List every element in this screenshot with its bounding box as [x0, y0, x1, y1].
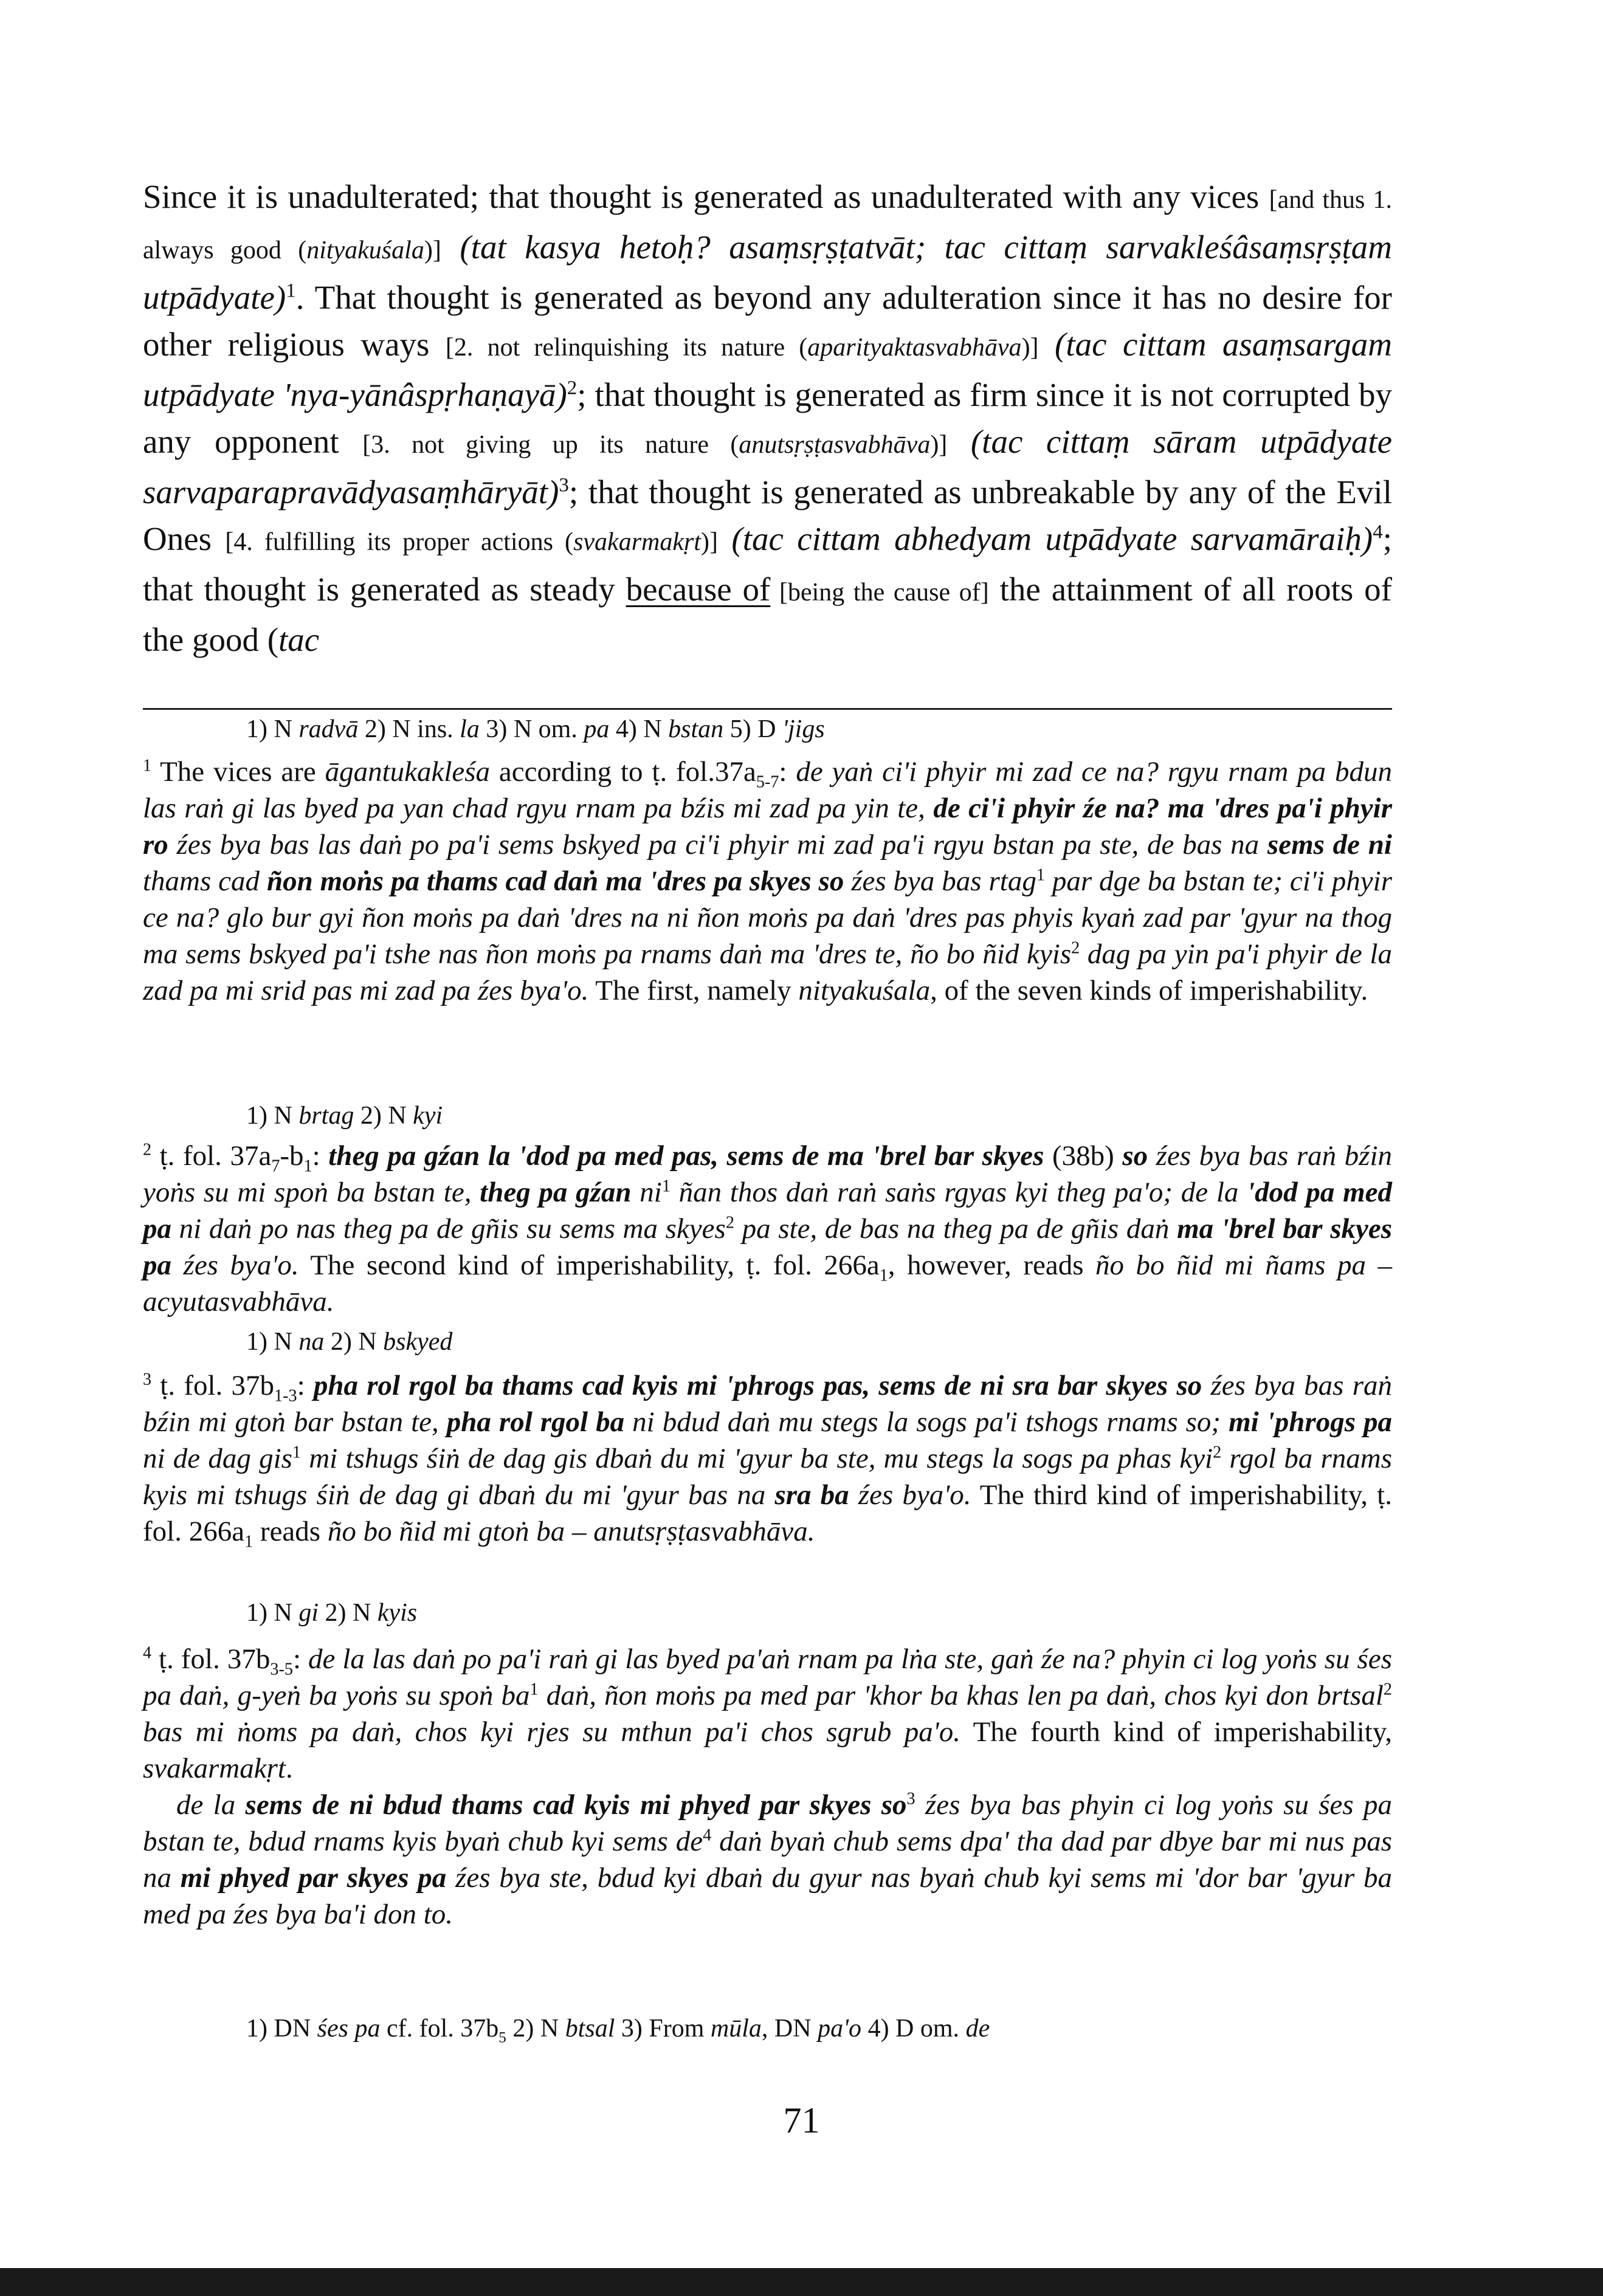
apparatus-footnote-3: 1) N gi 2) N kyis: [246, 1599, 418, 1627]
footnote-separator: [143, 708, 1392, 710]
text-run: ; that thought is generated as steady: [143, 520, 1392, 608]
apparatus-footnote-1: 1) N brtag 2) N kyi: [246, 1102, 443, 1130]
gloss-1: [and thus 1. always good (nityakuśala)]: [143, 186, 1392, 264]
scan-border: [0, 2268, 1603, 2296]
footnote-ref-3: 3: [559, 474, 569, 497]
footnote-3: $^3$ ṭ. fol. $37b_{1-3}$: pha rol rgol ba thams cad kyis mi 'phrogs pas, sems de ni sra bar skyes so źes bya bas raṅ bźin mi gtoṅ bar bstan te, pha rol rgol ba ni bdud daṅ mu stegs la sogs pa'i tshogs rnams so; mi 'phrogs pa ni de dag gis$^1$ mi tshugs śiṅ de dag gis dbaṅ du mi 'gyur ba ste, mu stegs la sogs pa phas kyi$^2$ rgol ba rnams kyis mi tshugs śiṅ de dag gi dbaṅ du mi 'gyur bas na sra ba źes bya'o. The third kind of imperishability, ṭ. fol. $266a_1$ reads ño bo ñid mi gtoṅ ba – anutsṛṣṭasvabhāva.: [143, 1370, 1392, 1552]
footnote-ref-1: 1: [286, 280, 296, 302]
sanskrit-quote-3: (tac cittaṃ sāram utpādyate sarvaparapravādyasaṃhāryāt): [143, 423, 1392, 510]
main-text: [143, 173, 1392, 663]
sanskrit-quote-2: (tac cittam asaṃsargam utpādyate 'nya-yānâspṛhaṇayā): [143, 326, 1392, 413]
footnote-mark: 1: [143, 756, 152, 775]
apparatus-main: 1) N radvā 2) N ins. la 3) N om. pa 4) N bstan 5) D 'jigs: [246, 715, 825, 743]
underlined-phrase: because of: [626, 571, 771, 608]
apparatus-footnote-4: 1) DN śes pa cf. fol. $37b_5$ 2) N btsal 3) From mūla, DN pa'o 4) D om. de: [246, 2015, 990, 2046]
footnote-mark: 4: [143, 1643, 152, 1663]
sanskrit-quote-1: (tat kasya hetoḥ? asaṃsṛṣṭatvāt; tac cittaṃ sarvakleśâsaṃsṛṣṭam utpādyate): [143, 229, 1392, 316]
sanskrit-quote-4: (tac cittam abhedyam utpādyate sarvamāraiḥ): [718, 520, 1373, 557]
gloss-2: [2. not relinquishing its nature (aparityaktasvabhāva)]: [445, 334, 1039, 362]
footnote-mark: 2: [143, 1140, 152, 1160]
gloss-5: [being the cause of]: [770, 579, 989, 607]
text-run: ; that thought is generated as unbreakable by any of the Evil Ones: [143, 473, 1392, 557]
text-run: . That thought is generated as beyond any adulteration since it has no desire for other religious ways: [143, 279, 1392, 363]
footnote-mark: 3: [143, 1370, 152, 1389]
footnote-4: $^4$ ṭ. fol. $37b_{3-5}$: de la las daṅ po pa'i raṅ gi las byed pa'aṅ rnam pa lṅa ste, gaṅ źe na? phyin ci log yoṅs su śes pa daṅ, g-yeṅ ba yoṅs su spoṅ $ba^1$ daṅ, ñon moṅs pa med par 'khor ba khas len pa daṅ, chos kyi don brtsal$^2$ bas mi ṅoms pa daṅ, chos kyi rjes su mthun pa'i chos sgrub pa'o. The fourth kind of imperishability, svakarmakṛt. de la sems de ni bdud thams cad kyis mi phyed par skyes $so^3$ źes bya bas phyin ci log yoṅs su śes pa bstan te, bdud rnams kyis byaṅ chub kyi sems $de^4$ daṅ byaṅ chub sems dpa' tha dad par dbye bar mi nus pas na mi phyed par skyes pa źes bya ste, bdud kyi dbaṅ du gyur nas byaṅ chub kyi sems mi 'dor bar 'gyur ba med pa źes bya ba'i don to.: [143, 1643, 1393, 1930]
footnote-ref-2: 2: [567, 377, 577, 399]
text-run: the attainment of all roots of the good (: [143, 571, 1392, 658]
footnote-ref-4: 4: [1373, 521, 1383, 543]
gloss-3: [3. not giving up its nature (anutsṛṣṭasvabhāva)]: [362, 431, 948, 459]
sanskrit-continuation: tac: [278, 621, 320, 658]
page-number: 71: [783, 2100, 820, 2140]
footnote-1: $^1$ The vices are āgantukakleśa according to ṭ. $fol.37a_{5-7}$: de yaṅ ci'i phyir mi zad ce na? rgyu rnam pa bdun las raṅ gi las byed pa yan chad rgyu rnam pa bźis mi zad pa yin te, de ci'i phyir źe na? ma 'dres pa'i phyir ro źes bya bas las daṅ po pa'i sems bskyed pa ci'i phyir mi zad pa'i rgyu bstan pa ste, de bas na sems de ni thams cad ñon moṅs pa thams cad daṅ ma 'dres pa skyes so źes bya bas rtag$^1$ par dge ba bstan te; ci'i phyir ce na? glo bur gyi ñon moṅs pa daṅ 'dres na ni ñon moṅs pa daṅ 'dres pas phyis kyaṅ zad par 'gyur na thog ma sems bskyed pa'i tshe nas ñon moṅs pa rnams daṅ ma 'dres te, ño bo ñid kyis$^2$ dag pa yin pa'i phyir de la zad pa mi srid pas mi zad pa źes bya'o. The first, namely nityakuśala, of the seven kinds of imperishability.: [143, 756, 1393, 1006]
text-run: ; that thought is generated as firm since it is not corrupted by any opponent: [143, 376, 1392, 460]
gloss-4: [4. fulfilling its proper actions (svakarmakṛt)]: [225, 528, 719, 556]
text-run: Since it is unadulterated; that thought is generated as unadulterated with any vices: [143, 178, 1269, 215]
footnote-2: $^2$ ṭ. fol. $37a_7-b_1$: theg pa gźan la 'dod pa med pas, sems de ma 'brel bar skyes (38b) so źes bya bas raṅ bźin yoṅs su mi spoṅ ba bstan te, theg pa gźan $ni^1$ ñan thos daṅ raṅ saṅs rgyas kyi theg pa'o; de la 'dod pa med pa ni daṅ po nas theg pa de gñis su sems ma skyes$^2$ pa ste, de bas na theg pa de gñis daṅ ma 'brel bar skyes pa źes bya'o. The second kind of imperishability, ṭ. fol. $266a_1$, however, reads ño bo ñid mi ñams pa – acyutasvabhāva.: [143, 1140, 1392, 1318]
main-paragraph: [143, 173, 1392, 663]
apparatus-footnote-2: 1) N na 2) N bskyed: [246, 1328, 453, 1356]
